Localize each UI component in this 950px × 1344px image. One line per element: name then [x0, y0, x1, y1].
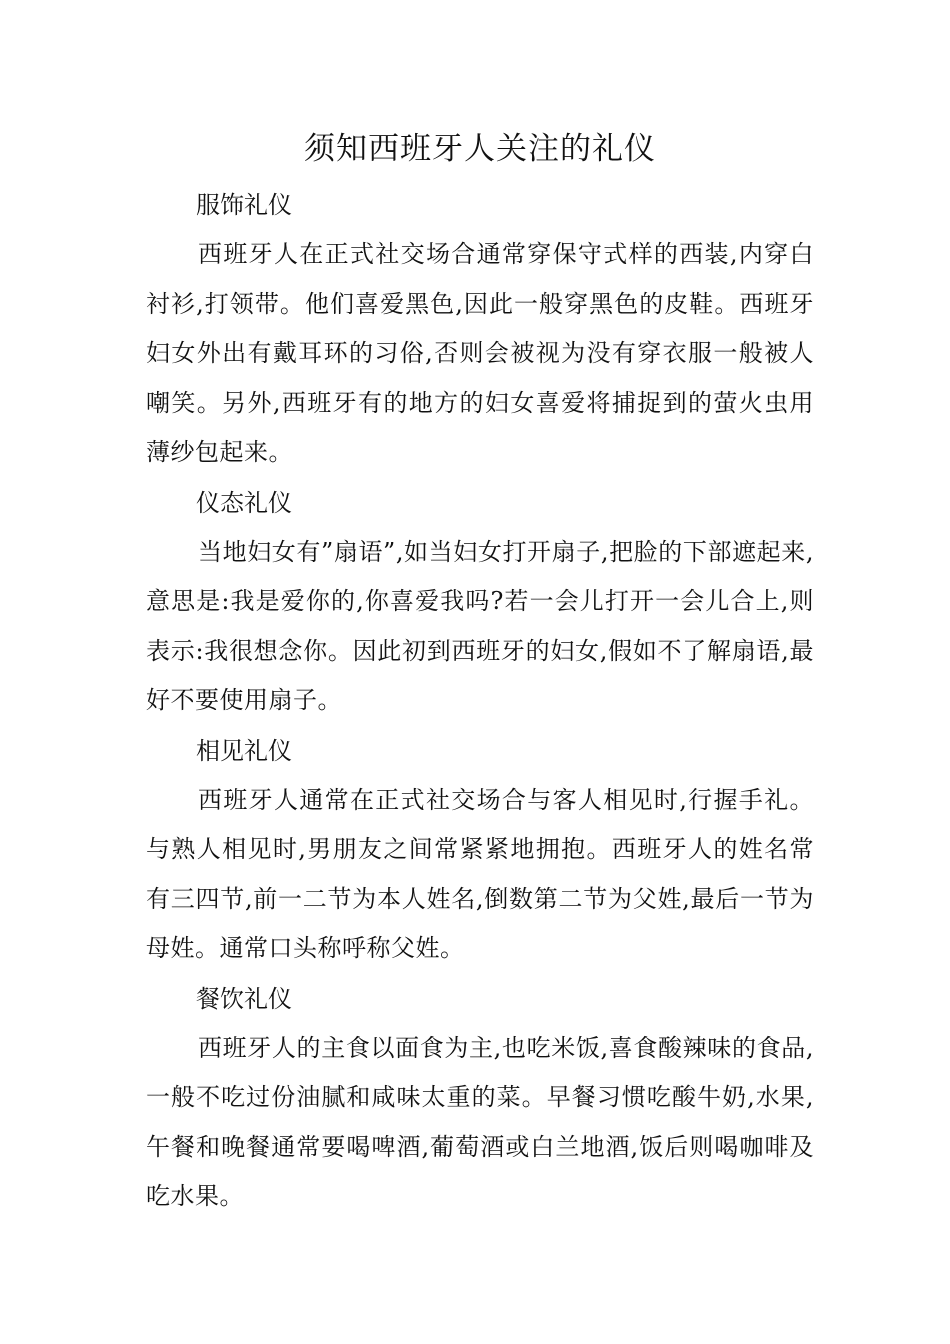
section-paragraph: 当地妇女有”扇语”,如当妇女打开扇子,把脸的下部遮起来,意思是:我是爱你的,你喜爱我吗?若一会儿打开一会儿合上,则表示:我很想念你。因此初到西班牙的妇女,假如不了解扇语,最好不要使用扇子。	[146, 537, 814, 714]
section-paragraph: 西班牙人通常在正式社交场合与客人相见时,行握手礼。与熟人相见时,男朋友之间常紧紧地拥抱。西班牙人的姓名常有三四节,前一二节为本人姓名,倒数第二节为父姓,最后一节为母姓。通常口头称呼称父姓。	[146, 785, 814, 962]
section-demeanor-etiquette	[146, 478, 814, 726]
section-greeting-etiquette	[146, 726, 814, 974]
document-page	[146, 118, 814, 1222]
document-title: 须知西班牙人关注的礼仪	[304, 131, 656, 167]
section-clothing-etiquette	[146, 180, 814, 478]
section-heading: 餐饮礼仪	[196, 984, 292, 1013]
section-heading: 服饰礼仪	[196, 191, 292, 219]
section-dining-etiquette	[146, 974, 814, 1222]
section-paragraph: 西班牙人的主食以面食为主,也吃米饭,喜食酸辣味的食品,一般不吃过份油腻和咸味太重的菜。早餐习惯吃酸牛奶,水果,午餐和晚餐通常要喝啤酒,葡萄酒或白兰地酒,饭后则喝咖啡及吃水果。	[146, 1033, 814, 1210]
section-heading: 相见礼仪	[196, 736, 292, 765]
section-paragraph: 西班牙人在正式社交场合通常穿保守式样的西装,内穿白衬衫,打领带。他们喜爱黑色,因此一般穿黑色的皮鞋。西班牙妇女外出有戴耳环的习俗,否则会被视为没有穿衣服一般被人嘲笑。另外,西班牙有的地方的妇女喜爱将捕捉到的萤火虫用薄纱包起来。	[146, 240, 814, 466]
section-heading: 仪态礼仪	[196, 488, 292, 517]
